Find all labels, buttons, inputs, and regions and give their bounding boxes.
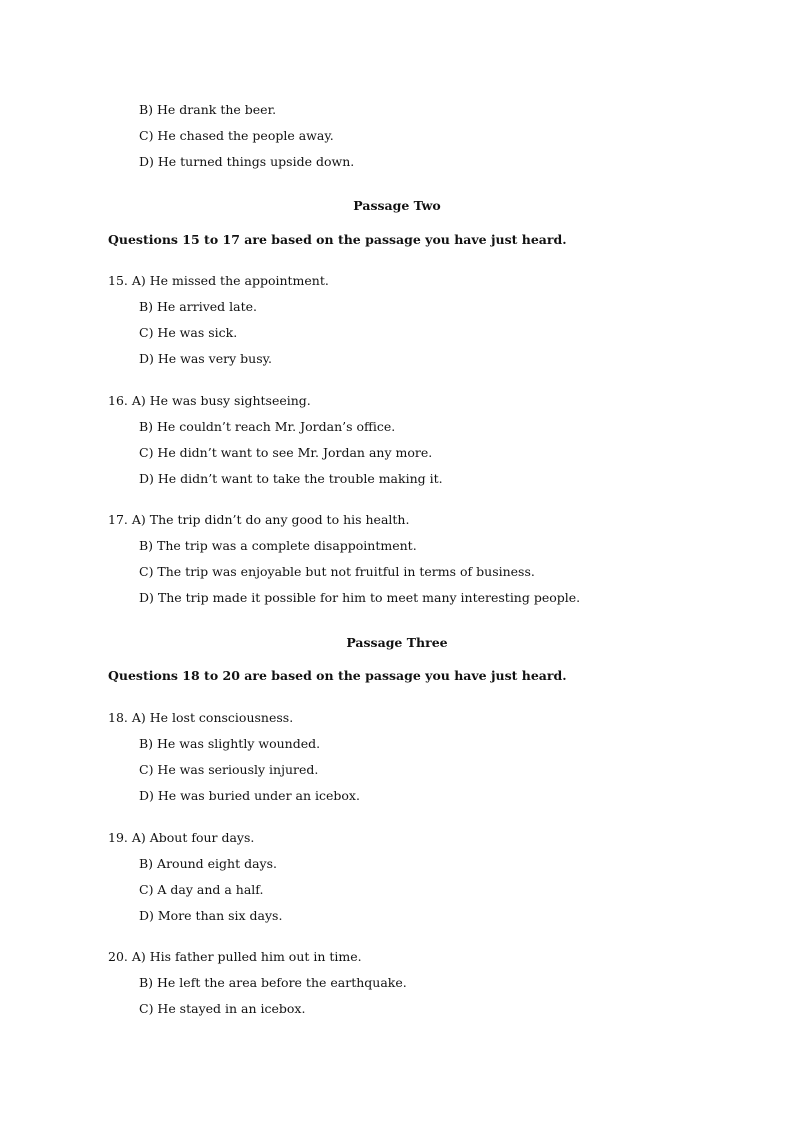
option-line: C) He chased the people away. (139, 128, 334, 143)
section-instruction: Questions 18 to 20 are based on the passage you have just heard. (108, 668, 567, 683)
option-line: C) The trip was enjoyable but not fruitful in terms of business. (139, 564, 535, 579)
option-line: C) He didn’t want to see Mr. Jordan any more. (139, 445, 433, 460)
option-line: C) He was sick. (139, 325, 238, 340)
option-line: D) He didn’t want to take the trouble making it. (139, 471, 443, 486)
section-title: Passage Two (353, 198, 441, 213)
option-line: C) A day and a half. (139, 882, 264, 897)
question-19: 19. A) About four days. (108, 830, 255, 845)
option-line: B) Around eight days. (139, 856, 277, 871)
option-line: D) More than six days. (139, 908, 283, 923)
section-title: Passage Three (346, 635, 448, 650)
option-line: B) He couldn’t reach Mr. Jordan’s office. (139, 419, 396, 434)
question-18: 18. A) He lost consciousness. (108, 710, 294, 725)
question-17: 17. A) The trip didn’t do any good to his health. (108, 512, 410, 527)
option-line: B) The trip was a complete disappointment. (139, 538, 417, 553)
option-line: D) He was buried under an icebox. (139, 788, 360, 803)
option-line: D) He was very busy. (139, 351, 272, 366)
option-line: B) He left the area before the earthquake. (139, 975, 407, 990)
option-line: D) He turned things upside down. (139, 154, 355, 169)
option-line: B) He was slightly wounded. (139, 736, 321, 751)
option-line: B) He arrived late. (139, 299, 257, 314)
option-line: C) He stayed in an icebox. (139, 1001, 306, 1016)
question-16: 16. A) He was busy sightseeing. (108, 393, 311, 408)
section-instruction: Questions 15 to 17 are based on the passage you have just heard. (108, 232, 567, 247)
question-15: 15. A) He missed the appointment. (108, 273, 329, 288)
question-20: 20. A) His father pulled him out in time. (108, 949, 362, 964)
option-line: C) He was seriously injured. (139, 762, 319, 777)
option-line: D) The trip made it possible for him to meet many interesting people. (139, 590, 581, 605)
option-line: B) He drank the beer. (139, 102, 277, 117)
